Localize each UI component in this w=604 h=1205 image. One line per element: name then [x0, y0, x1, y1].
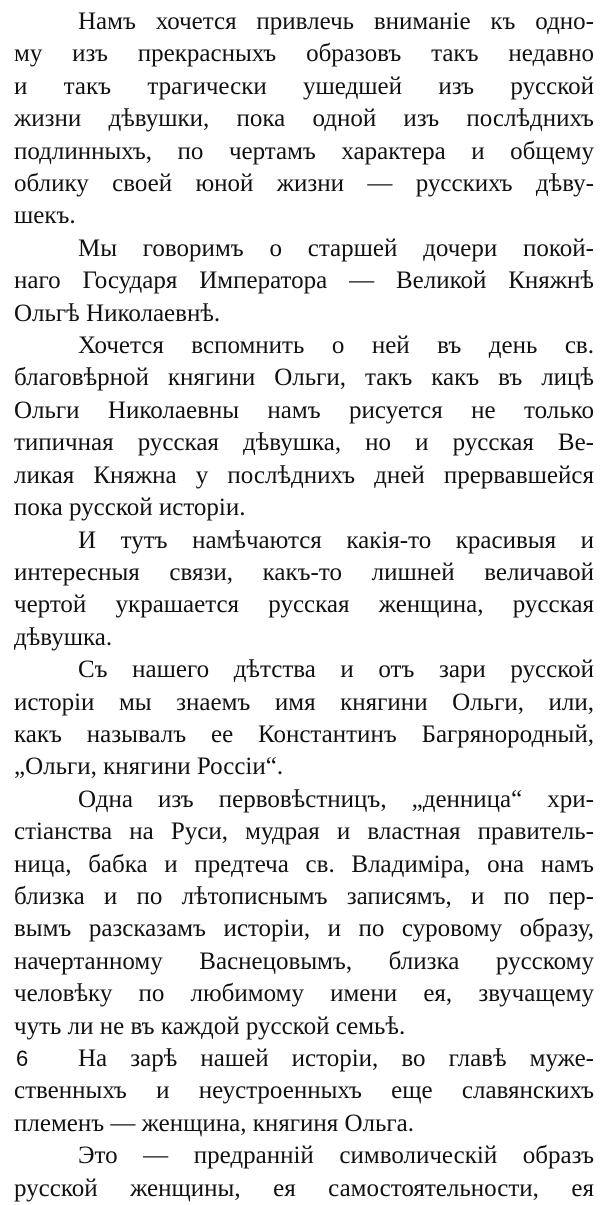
text-line: чертой украшается русская женщина, русская: [14, 591, 594, 619]
paragraph-8: [14, 1140, 594, 1205]
text-line: На зарѣ нашей исторіи, во главѣ муже-: [78, 1045, 594, 1072]
text-line: И тутъ намѣчаются какія-то красивыя и: [78, 526, 594, 554]
text-line: „Ольги, княгини Россіи“.: [14, 753, 284, 781]
text-line: Ольги Николаевны намъ рисуется не только: [14, 396, 594, 424]
text-line: Ольгѣ Николаевнѣ.: [14, 299, 221, 327]
paragraph-3: [14, 330, 594, 524]
text-line: Хочется вспомнить о ней въ день св.: [78, 332, 594, 360]
paragraph-1: [14, 6, 594, 233]
text-line: начертанному Васнецовымъ, близка русскому: [14, 947, 594, 975]
text-line: ликая Княжна у послѣднихъ дней прервавшейся: [14, 461, 594, 489]
paragraph-5: [14, 654, 594, 784]
paragraph-6: [14, 784, 594, 1043]
text-line: Это — предранній символическій образъ: [78, 1142, 594, 1170]
text-line: подлинныхъ, по чертамъ характера и общему: [14, 137, 594, 165]
paragraph-2: [14, 233, 594, 330]
text-line: вымъ разсказамъ исторіи, и по суровому образу,: [14, 915, 594, 943]
text-line: ница, бабка и предтеча св. Владиміра, она намъ: [14, 850, 594, 878]
text-line: близка и по лѣтописнымъ записямъ, и по пер-: [14, 882, 594, 910]
text-line: благовѣрной княгини Ольги, такъ какъ въ лицѣ: [14, 364, 594, 392]
text-line: Мы говоримъ о старшей дочери покой-: [78, 234, 594, 262]
text-line: наго Государя Императора — Великой Княжнѣ: [14, 267, 594, 295]
text-line: племенъ — женщина, княгиня Ольга.: [14, 1109, 415, 1137]
text-line: чуть ли не въ каждой русской семьѣ.: [14, 1012, 406, 1040]
text-line: ственныхъ и неустроенныхъ еще славянскихъ: [14, 1077, 594, 1105]
paragraph-7: [14, 1043, 594, 1140]
text-line: стіанства на Руси, мудрая и властная правитель-: [14, 818, 594, 846]
text-line: какъ называлъ ее Константинъ Багрянородный,: [14, 720, 594, 748]
page-number: 6: [16, 1046, 29, 1071]
text-line: и такъ трагически ушедшей изъ русской: [14, 72, 594, 100]
text-line: дѣвушка.: [14, 623, 113, 651]
book-page: [14, 6, 594, 1205]
text-line: му изъ прекрасныхъ образовъ такъ недавно: [14, 40, 594, 68]
text-line: жизни дѣвушки, пока одной изъ послѣднихъ: [14, 105, 594, 133]
text-line: шекъ.: [14, 202, 76, 230]
text-line: облику своей юной жизни — русскихъ дѣву-: [14, 170, 594, 198]
text-line: пока русской исторіи.: [14, 494, 246, 522]
paragraph-4: [14, 525, 594, 655]
text-line: типичная русская дѣвушка, но и русская Ве-: [14, 429, 594, 457]
text-line: Намъ хочется привлечь вниманіе къ одно-: [78, 8, 594, 35]
text-line: исторіи мы знаемъ имя княгини Ольги, или,: [14, 688, 594, 716]
text-line: человѣку по любимому имени ея, звучащему: [14, 980, 594, 1008]
text-line: интересныя связи, какъ-то лишней величавой: [14, 558, 594, 586]
text-line: Съ нашего дѣтства и отъ зари русской: [78, 656, 594, 684]
text-line: Одна изъ первовѣстницъ, „денница“ хри-: [78, 785, 594, 813]
text-line: русской женщины, ея самостоятельности, ея: [14, 1174, 594, 1202]
